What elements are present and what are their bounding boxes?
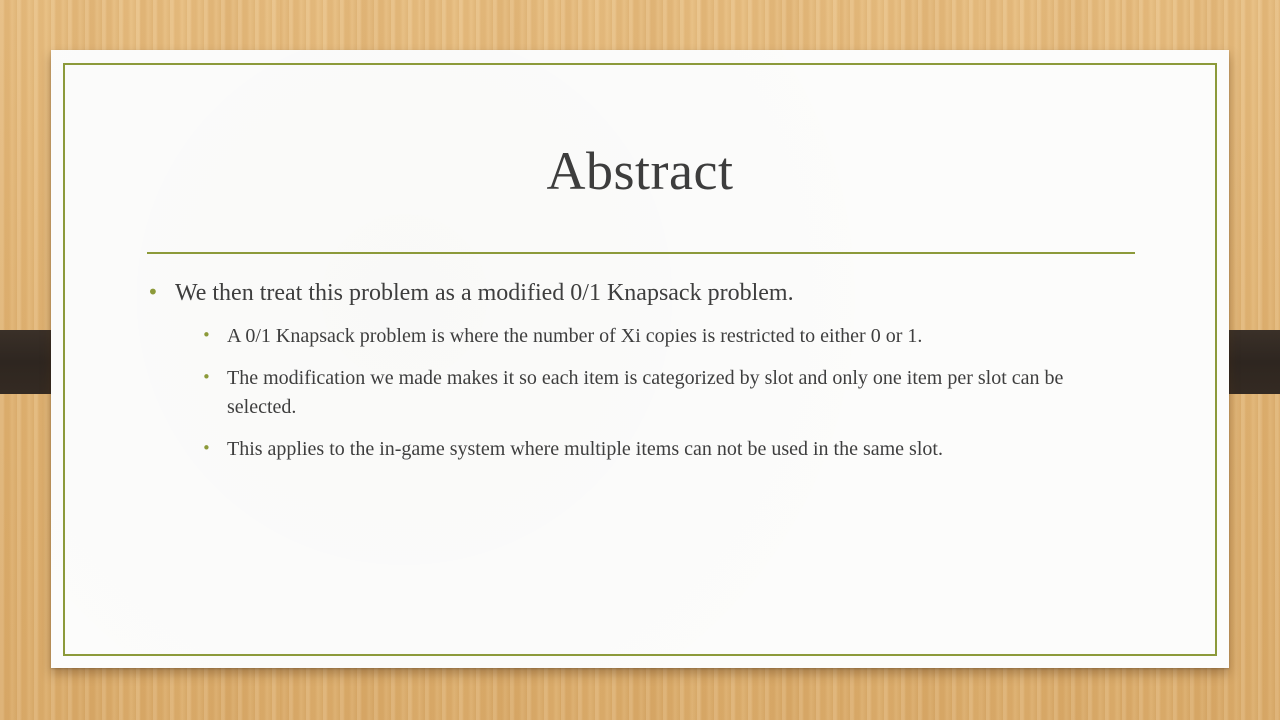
- sub-bullet-text: The modification we made makes it so each item is categorized by slot and only one item per slot can be selected.: [227, 367, 1064, 418]
- slide-title: Abstract: [546, 141, 734, 201]
- bullet-text: We then treat this problem as a modified 0/1 Knapsack problem.: [175, 280, 794, 306]
- bullet-dot-icon: •: [202, 368, 211, 386]
- sub-bullet-item: [202, 364, 1127, 422]
- sub-bullet-text: A 0/1 Knapsack problem is where the number of Xi copies is restricted to either 0 or 1.: [227, 325, 923, 347]
- sub-bullet-item: [202, 435, 1127, 464]
- bullet-dot-icon: •: [147, 280, 159, 304]
- bullet-dot-icon: •: [202, 439, 211, 457]
- slide-body: [147, 278, 1127, 477]
- title-divider: [147, 252, 1135, 254]
- bullet-item: [147, 278, 1127, 308]
- bullet-dot-icon: •: [202, 326, 211, 344]
- sub-bullet-item: [202, 322, 1127, 351]
- sub-bullet-text: This applies to the in-game system where multiple items can not be used in the same slot.: [227, 438, 943, 460]
- slide-card: [51, 50, 1229, 668]
